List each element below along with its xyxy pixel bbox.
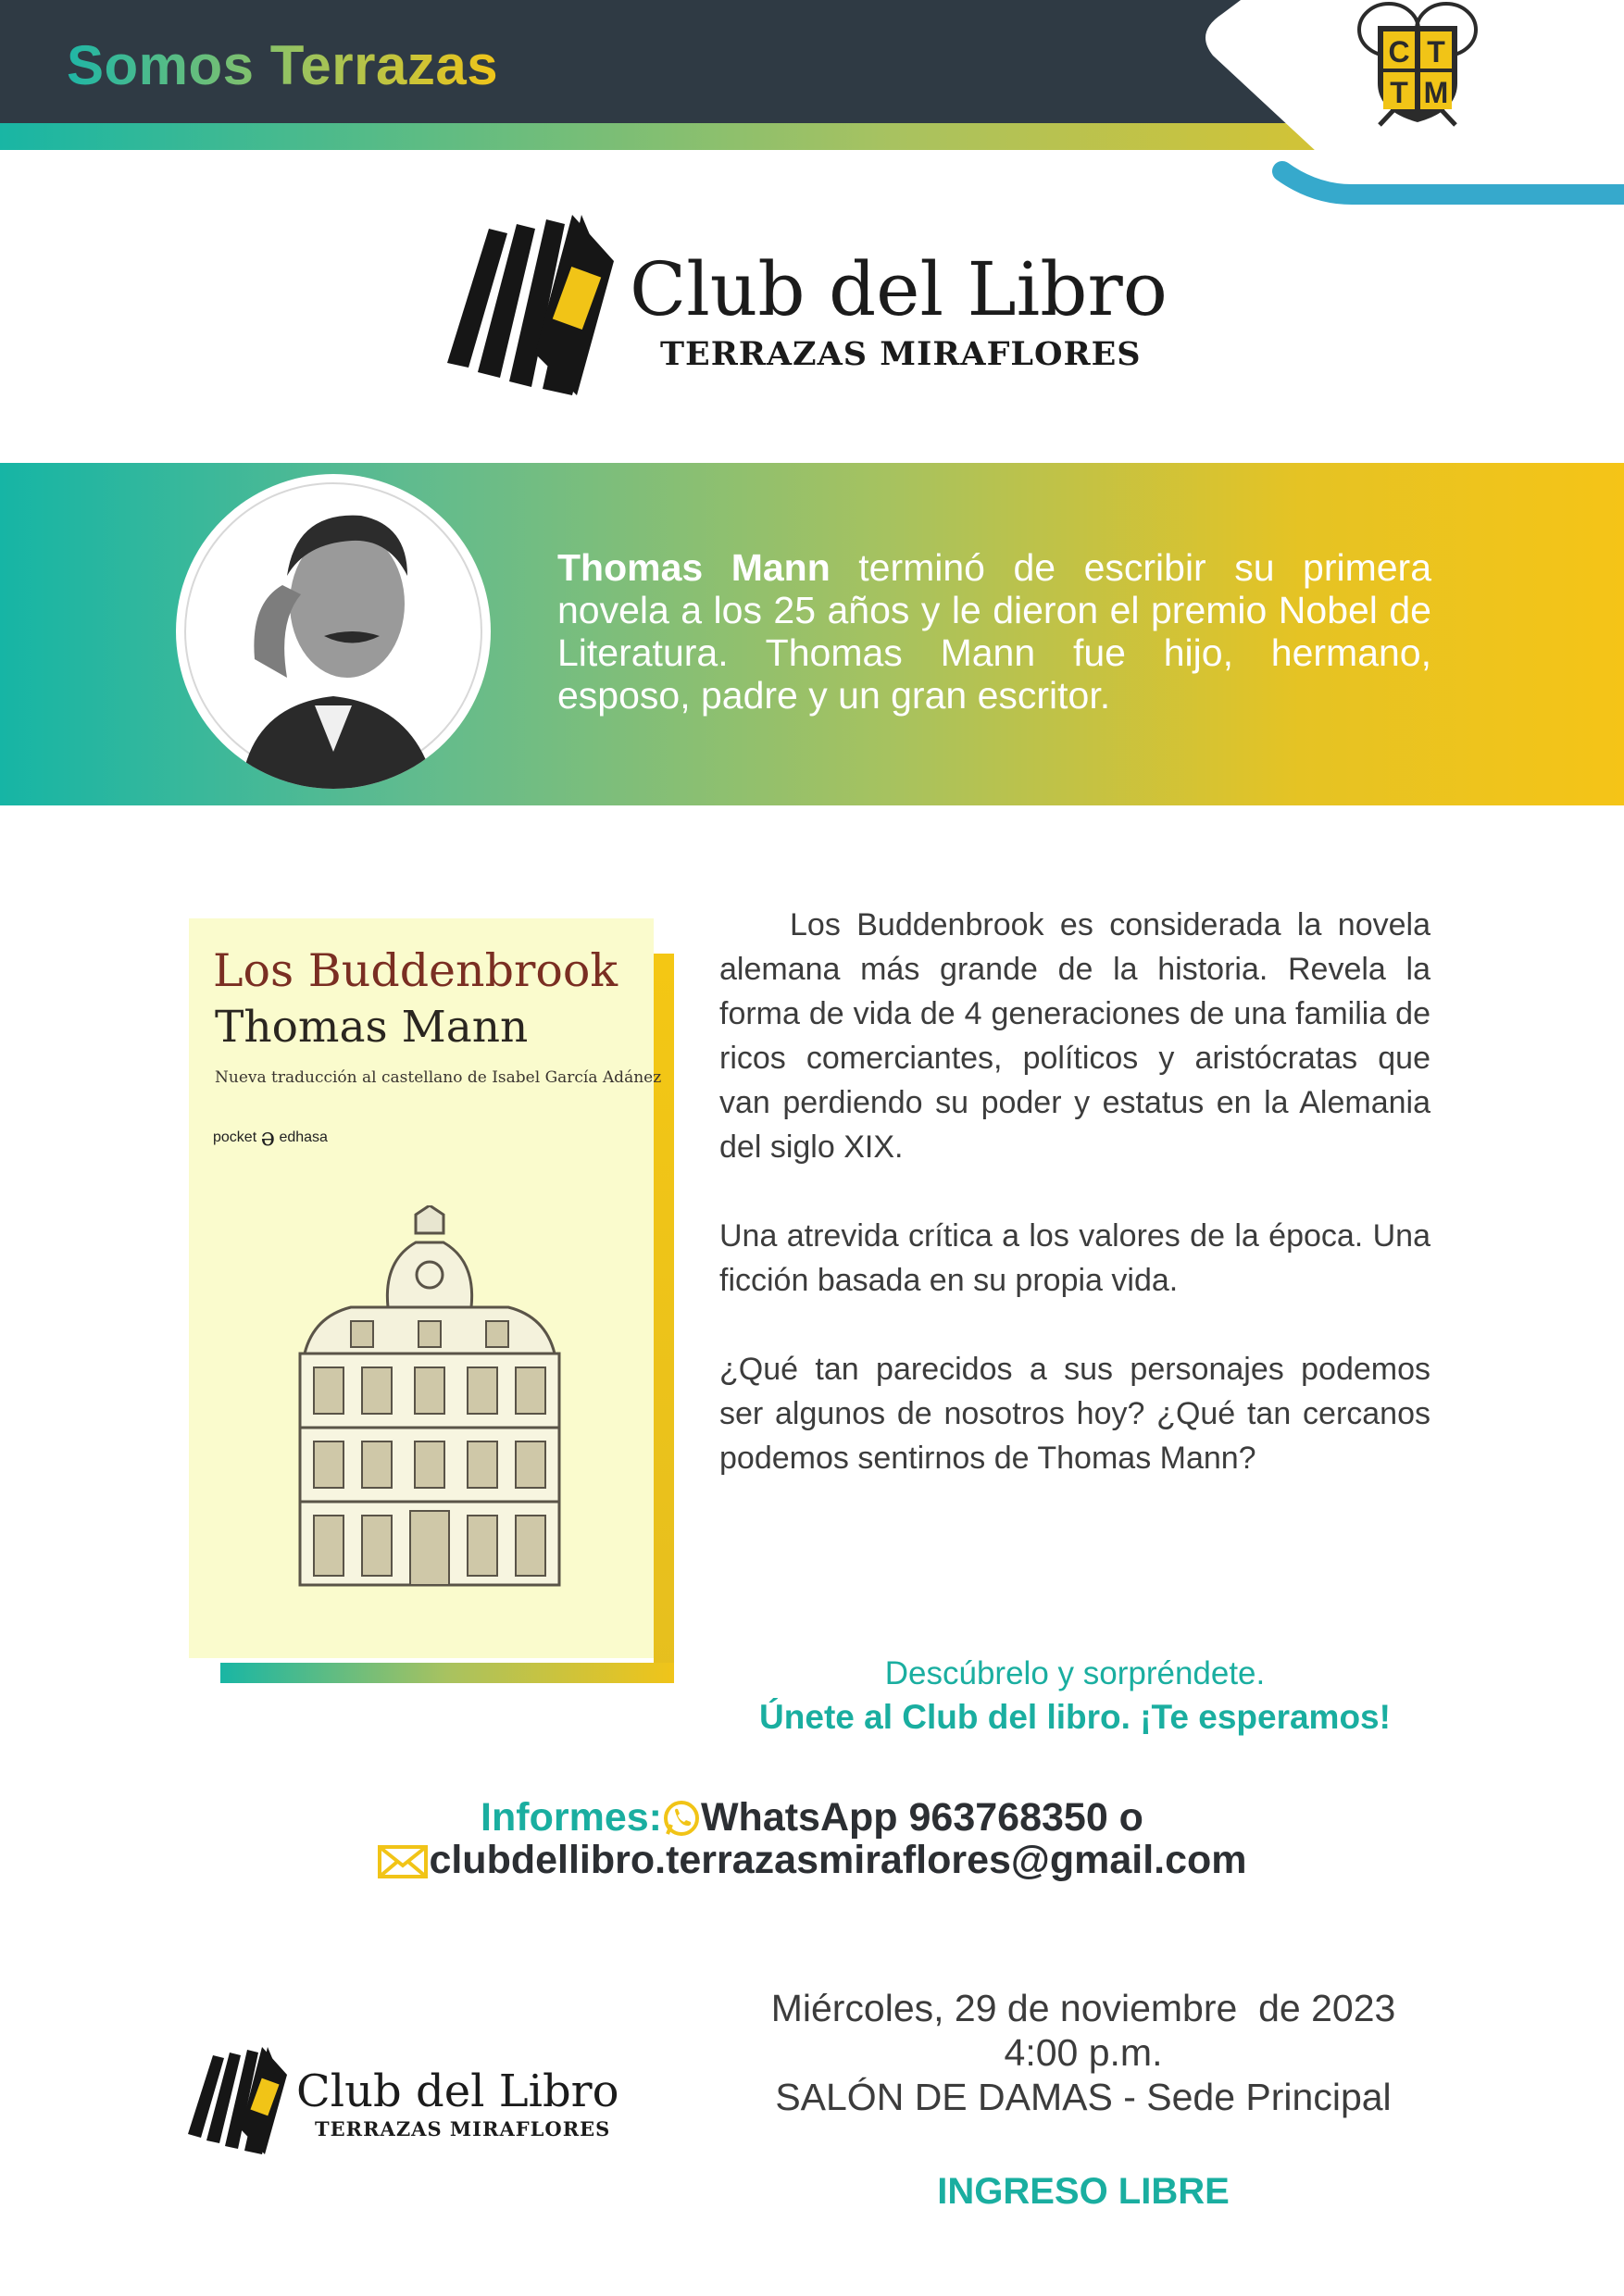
email-link[interactable]: clubdellibro.terrazasmiraflores@gmail.com [429, 1838, 1247, 1882]
logo-title: Club del Libro [630, 246, 1168, 332]
book-stack-icon [447, 215, 614, 395]
footer-logo-title: Club del Libro [296, 2065, 619, 2117]
portrait-image [176, 474, 491, 789]
event-location: SALÓN DE DAMAS - Sede Principal [775, 2076, 1392, 2118]
envelope-icon [377, 1843, 429, 1880]
book-publisher [213, 1124, 328, 1152]
author-bio-text: terminó de escribir su primera novela a los 25 años y le dieron el premio Nobel de Literatura. Thomas Mann fue hijo, hermano, esposo, padre y un gran escritor. [557, 546, 1431, 717]
publisher-logo-icon: ə [260, 1124, 275, 1152]
description-paragraph: ¿Qué tan parecidos a sus personajes podemos ser algunos de nosotros hoy? ¿Qué tan cercanos podemos sentirnos de Thomas Mann? [719, 1352, 1430, 1476]
contact-line-whatsapp [0, 1796, 1624, 1839]
cta-join: Únete al Club del libro. ¡Te esperamos! [759, 1698, 1391, 1736]
contact-line-email [0, 1839, 1624, 1881]
badge-letter: T [1427, 35, 1445, 69]
author-portrait [176, 474, 491, 789]
cover-shadow-bottom [220, 1663, 674, 1683]
cover-shadow-right [654, 954, 674, 1683]
cta-discover: Descúbrelo y sorpréndete. [884, 1655, 1266, 1691]
logo-subtitle: TERRAZAS MIRAFLORES [660, 335, 1142, 373]
author-bio [557, 546, 1431, 717]
badge-letter: T [1390, 76, 1408, 109]
event-info [704, 1986, 1463, 2119]
whatsapp-icon [662, 1799, 701, 1838]
description-paragraph: Los Buddenbrook es considerada la novela alemana más grande de la historia. Revela la forma de vida de 4 generaciones de una familia de ricos comerciantes, políticos y aristócratas que van perdiendo su poder y estatus en la Alemania del siglo XIX. [719, 907, 1430, 1165]
free-entry-badge: INGRESO LIBRE [937, 2171, 1230, 2212]
house-illustration [295, 1205, 564, 1590]
event-time: 4:00 p.m. [1004, 2031, 1163, 2074]
book-cover [189, 918, 662, 1658]
brand-title: Somos Terrazas [67, 34, 499, 96]
description-paragraph: Una atrevida crítica a los valores de la época. Una ficción basada en su propia vida. [719, 1218, 1430, 1298]
club-del-libro-logo [443, 206, 1183, 400]
book-stack-icon [188, 2047, 287, 2154]
book-author: Thomas Mann [215, 1002, 529, 1053]
footer-logo-subtitle: TERRAZAS MIRAFLORES [315, 2117, 611, 2140]
event-date: Miércoles, 29 de noviembre de 2023 [770, 1987, 1396, 2029]
badge-letter: M [1423, 76, 1449, 109]
book-title: Los Buddenbrook [213, 944, 618, 997]
author-name: Thomas Mann [557, 546, 831, 589]
informes-label: Informes: [481, 1795, 662, 1840]
footer-club-logo [185, 2041, 648, 2157]
badge-letter: C [1388, 35, 1410, 69]
publisher-pocket: pocket [213, 1129, 257, 1145]
book-subtitle: Nueva traducción al castellano de Isabel García Adánez [215, 1068, 662, 1087]
book-description [719, 903, 1430, 1525]
publisher-edhasa: edhasa [279, 1129, 328, 1145]
corner-badge [1176, 0, 1624, 241]
whatsapp-link[interactable]: WhatsApp 963768350 o [700, 1795, 1143, 1840]
contact-info [0, 1796, 1624, 1881]
